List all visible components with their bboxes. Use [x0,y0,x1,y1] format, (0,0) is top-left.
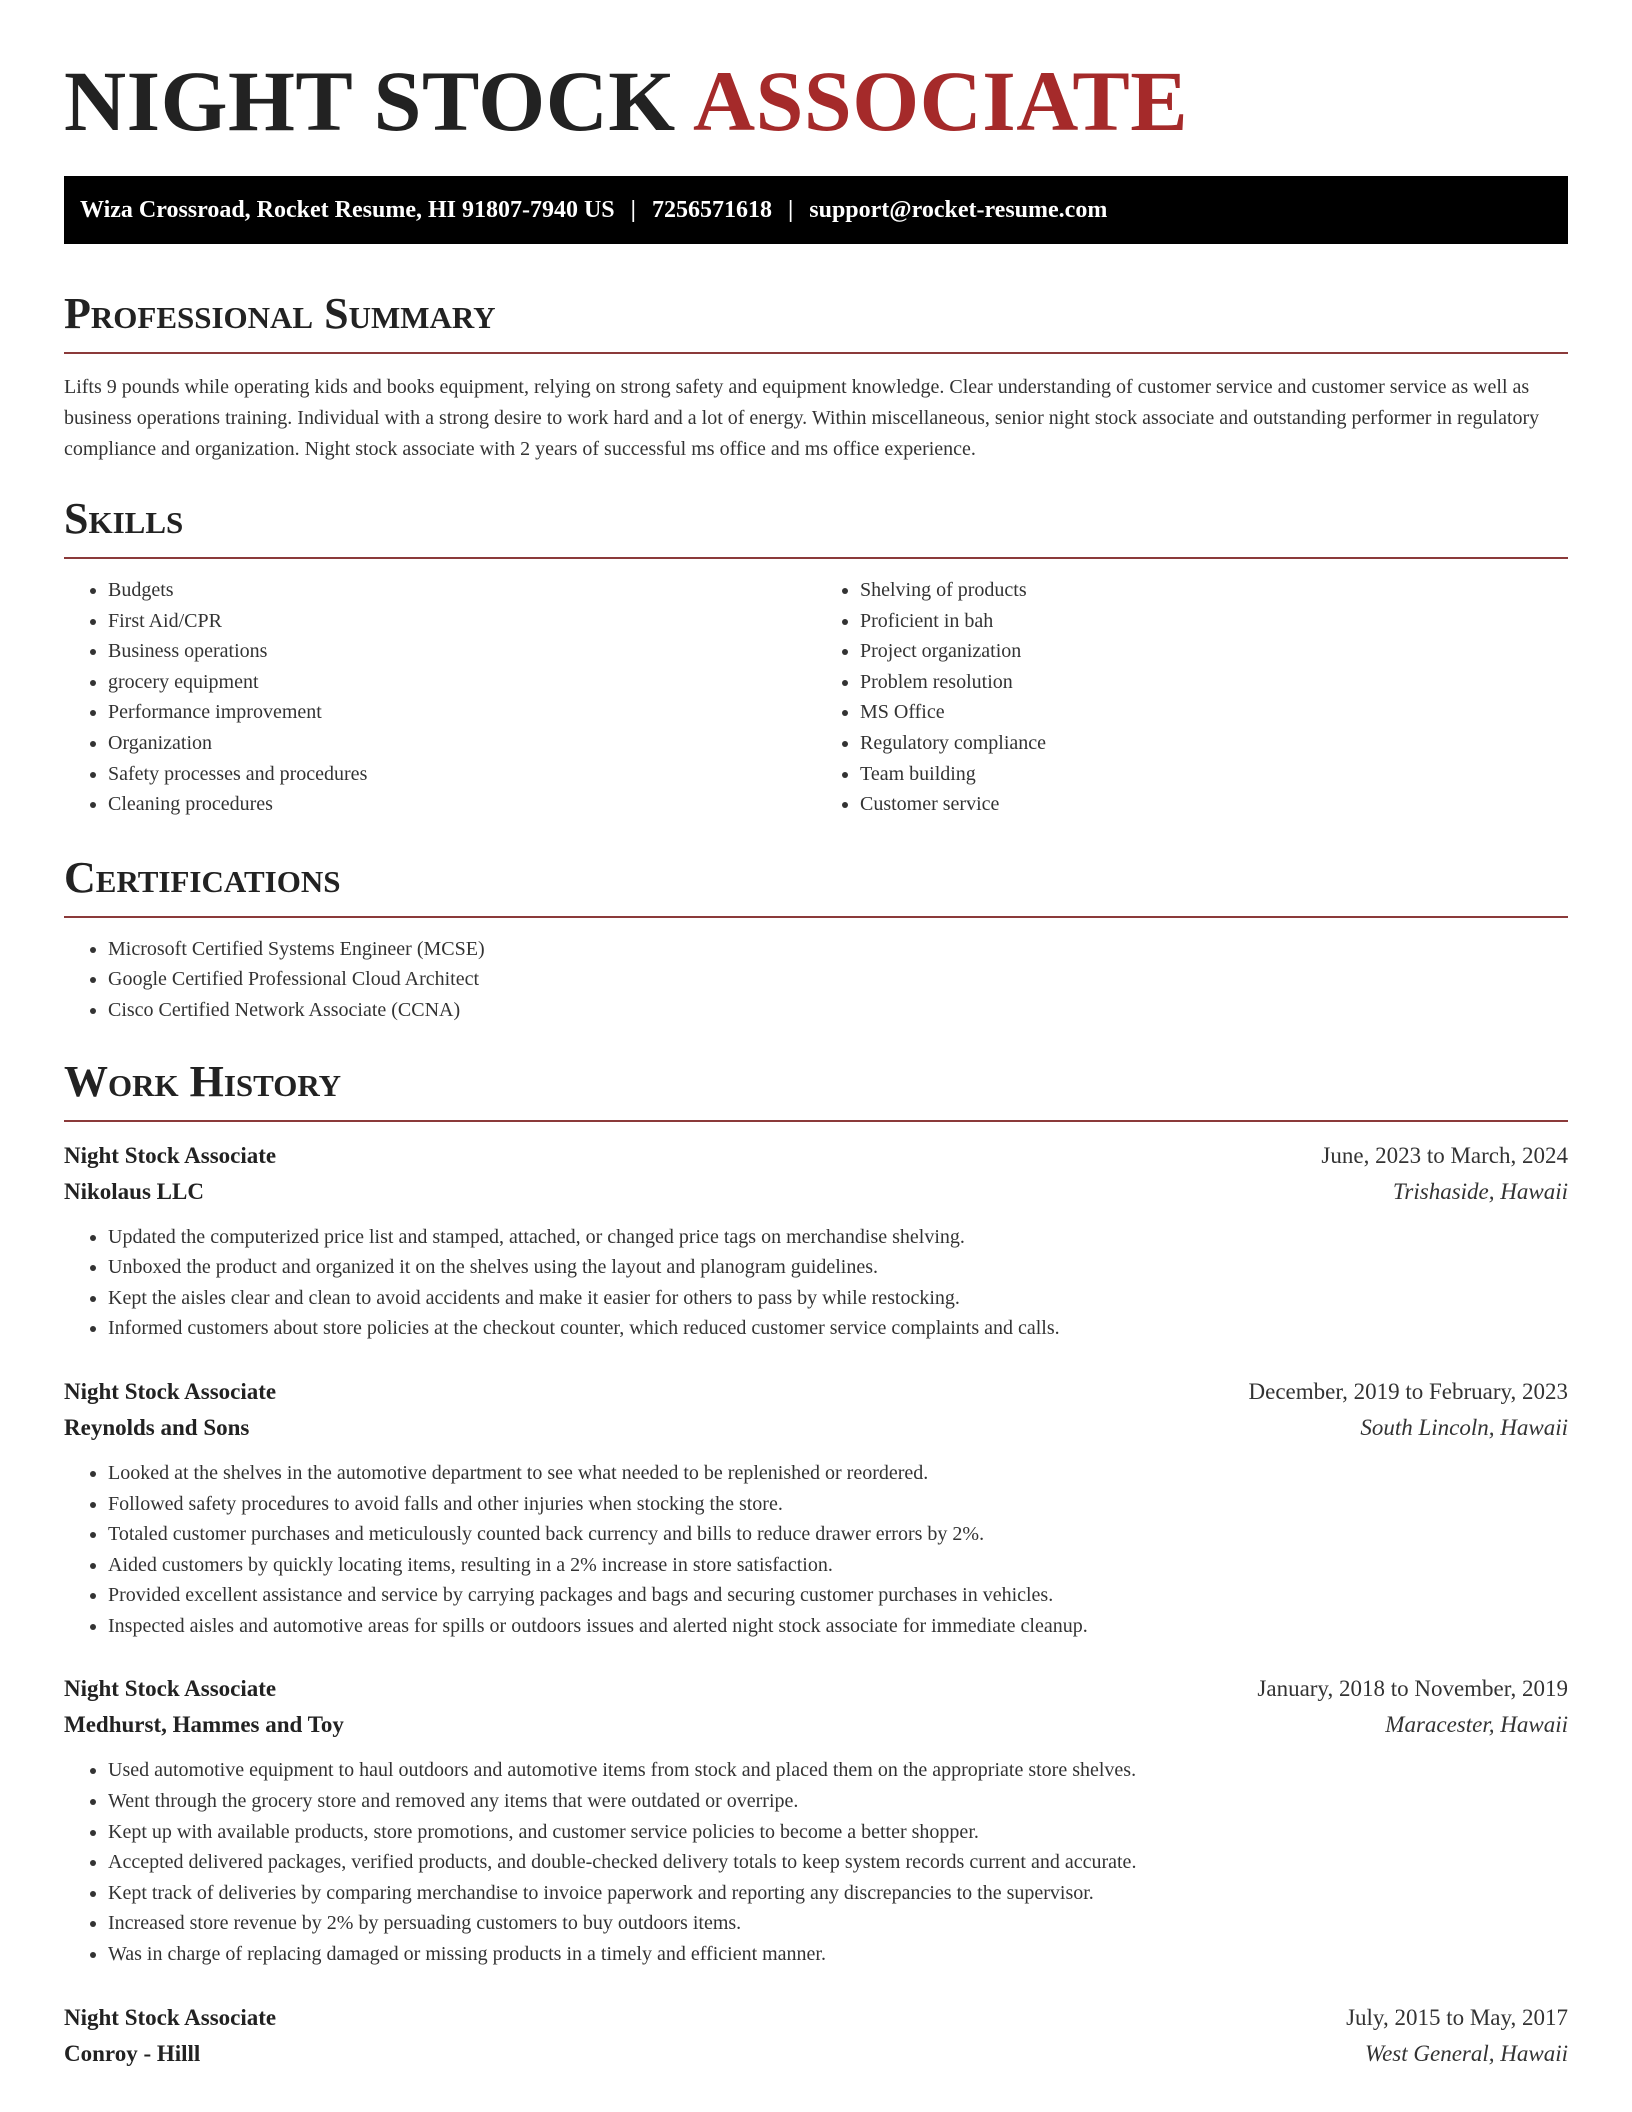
job-entry [64,1374,1568,1642]
skills-grid [64,575,1568,820]
job-company-row [64,1174,1568,1210]
section-divider [64,557,1568,559]
skills-section [64,494,1568,820]
contact-bar [64,176,1568,244]
skill-item: • Regulatory compliance [860,728,1568,759]
job-duty-item: • Kept the aisles clear and clean to avoid accidents and make it easier for others to pass by while restocking. [108,1283,1568,1314]
work-history-section [64,1056,1568,2072]
job-duty-item: • Aided customers by quickly locating items, resulting in a 2% increase in store satisfaction. [108,1550,1568,1581]
job-header-row [64,1671,1568,1707]
work-history-heading: Work History [64,1056,342,1106]
skill-item: • Performance improvement [108,697,816,728]
contact-phone: 7256571618 [651,196,772,223]
skill-item: • Shelving of products [860,575,1568,606]
certifications-section [64,852,1568,1026]
skills-list-right [816,575,1568,820]
skill-item: • First Aid/CPR [108,606,816,637]
job-duty-item: • Followed safety procedures to avoid falls and other injuries when stocking the store. [108,1489,1568,1520]
job-dates: January, 2018 to November, 2019 [1257,1676,1568,1702]
job-company: Reynolds and Sons [64,1414,250,1440]
contact-separator: | [787,196,794,223]
contact-email: support@rocket-resume.com [809,196,1108,223]
resume-title [64,0,1568,149]
skill-item: • Budgets [108,575,816,606]
skill-item: • Safety processes and procedures [108,759,816,790]
skills-heading: Skills [64,494,184,543]
certification-item: • Microsoft Certified Systems Engineer (MCSE) [108,934,1568,965]
job-location: South Lincoln, Hawaii [1360,1414,1568,1440]
job-entry [64,1671,1568,1969]
job-header-row [64,2000,1568,2036]
job-title: Night Stock Associate [64,2004,277,2030]
skill-item: • Customer service [860,789,1568,820]
skill-item: • Cleaning procedures [108,789,816,820]
summary-text: Lifts 9 pounds while operating kids and books equipment, relying on strong safety and equipment knowledge. Clear understanding of customer service and customer service as well as business operations training. Individual with a strong desire to work hard and a lot of energy. Within miscellaneous, senior night stock associate and outstanding performer in regulatory compliance and organization. Night stock associate with 2 years of successful ms office and ms office experience. [64,376,1540,460]
job-duty-item: • Went through the grocery store and removed any items that were outdated or overripe. [108,1786,1568,1817]
job-header-row [64,1374,1568,1410]
job-duty-item: • Looked at the shelves in the automotive department to see what needed to be replenished or reordered. [108,1458,1568,1489]
job-duty-item: • Kept track of deliveries by comparing merchandise to invoice paperwork and reporting any discrepancies to the supervisor. [108,1878,1568,1909]
job-duty-item: • Inspected aisles and automotive areas for spills or outdoors issues and alerted night stock associate for immediate cleanup. [108,1611,1568,1642]
job-dates: July, 2015 to May, 2017 [1346,2004,1568,2030]
skill-item: • Problem resolution [860,667,1568,698]
job-header-row [64,1138,1568,1174]
job-duty-item: • Used automotive equipment to haul outdoors and automotive items from stock and placed them on the appropriate store shelves. [108,1755,1568,1786]
job-duty-item: • Updated the computerized price list and stamped, attached, or changed price tags on merchandise shelving. [108,1222,1568,1253]
job-duties-list [64,1222,1568,1344]
skill-item: • Project organization [860,636,1568,667]
job-entry [64,1138,1568,1344]
job-dates: June, 2023 to March, 2024 [1321,1142,1568,1168]
skill-item: • grocery equipment [108,667,816,698]
job-title: Night Stock Associate [64,1378,277,1404]
contact-address: Wiza Crossroad, Rocket Resume, HI 91807-7940 US [80,196,615,223]
job-duty-item: • Was in charge of replacing damaged or missing products in a timely and efficient manner. [108,1939,1568,1970]
section-divider [64,916,1568,918]
job-duty-item: • Increased store revenue by 2% by persuading customers to buy outdoors items. [108,1908,1568,1939]
job-company: Nikolaus LLC [64,1178,204,1204]
job-company-row [64,1410,1568,1446]
job-list [64,1138,1568,2072]
skill-item: • Proficient in bah [860,606,1568,637]
job-entry [64,2000,1568,2072]
summary-heading: Professional Summary [64,289,496,338]
job-company-row [64,1707,1568,1743]
title-main: NIGHT STOCK [64,53,676,149]
certifications-list [64,934,1568,1026]
skill-item: • Team building [860,759,1568,790]
job-location: Trishaside, Hawaii [1392,1178,1568,1204]
job-duty-item: • Informed customers about store policies at the checkout counter, which reduced customer service complaints and calls. [108,1313,1568,1344]
job-duties-list [64,1755,1568,1969]
skill-item: • Organization [108,728,816,759]
certification-item: • Google Certified Professional Cloud Architect [108,964,1568,995]
job-duties-list [64,1458,1568,1642]
job-dates: December, 2019 to February, 2023 [1248,1378,1568,1404]
job-duty-item: • Accepted delivered packages, verified products, and double-checked delivery totals to keep system records current and accurate. [108,1847,1568,1878]
certification-item: • Cisco Certified Network Associate (CCNA) [108,995,1568,1026]
job-company-row [64,2036,1568,2072]
contact-separator: | [630,196,636,223]
job-duty-item: • Totaled customer purchases and meticulously counted back currency and bills to reduce drawer errors by 2%. [108,1519,1568,1550]
skills-list-left [64,575,816,820]
section-divider [64,1120,1568,1122]
job-location: West General, Hawaii [1365,2040,1568,2066]
summary-section [64,289,1568,465]
job-duty-item: • Unboxed the product and organized it on the shelves using the layout and planogram guidelines. [108,1252,1568,1283]
skill-item: • MS Office [860,697,1568,728]
job-company: Medhurst, Hammes and Toy [64,1712,344,1738]
job-company: Conroy - Hilll [64,2040,201,2066]
job-title: Night Stock Associate [64,1676,277,1702]
section-divider [64,352,1568,354]
job-title: Night Stock Associate [64,1142,277,1168]
job-duty-item: • Kept up with available products, store promotions, and customer service policies to become a better shopper. [108,1817,1568,1848]
job-location: Maracester, Hawaii [1385,1712,1568,1738]
job-duty-item: • Provided excellent assistance and service by carrying packages and bags and securing customer purchases in vehicles. [108,1580,1568,1611]
skill-item: • Business operations [108,636,816,667]
certifications-heading: Certifications [64,852,341,902]
title-accent: ASSOCIATE [692,53,1189,149]
